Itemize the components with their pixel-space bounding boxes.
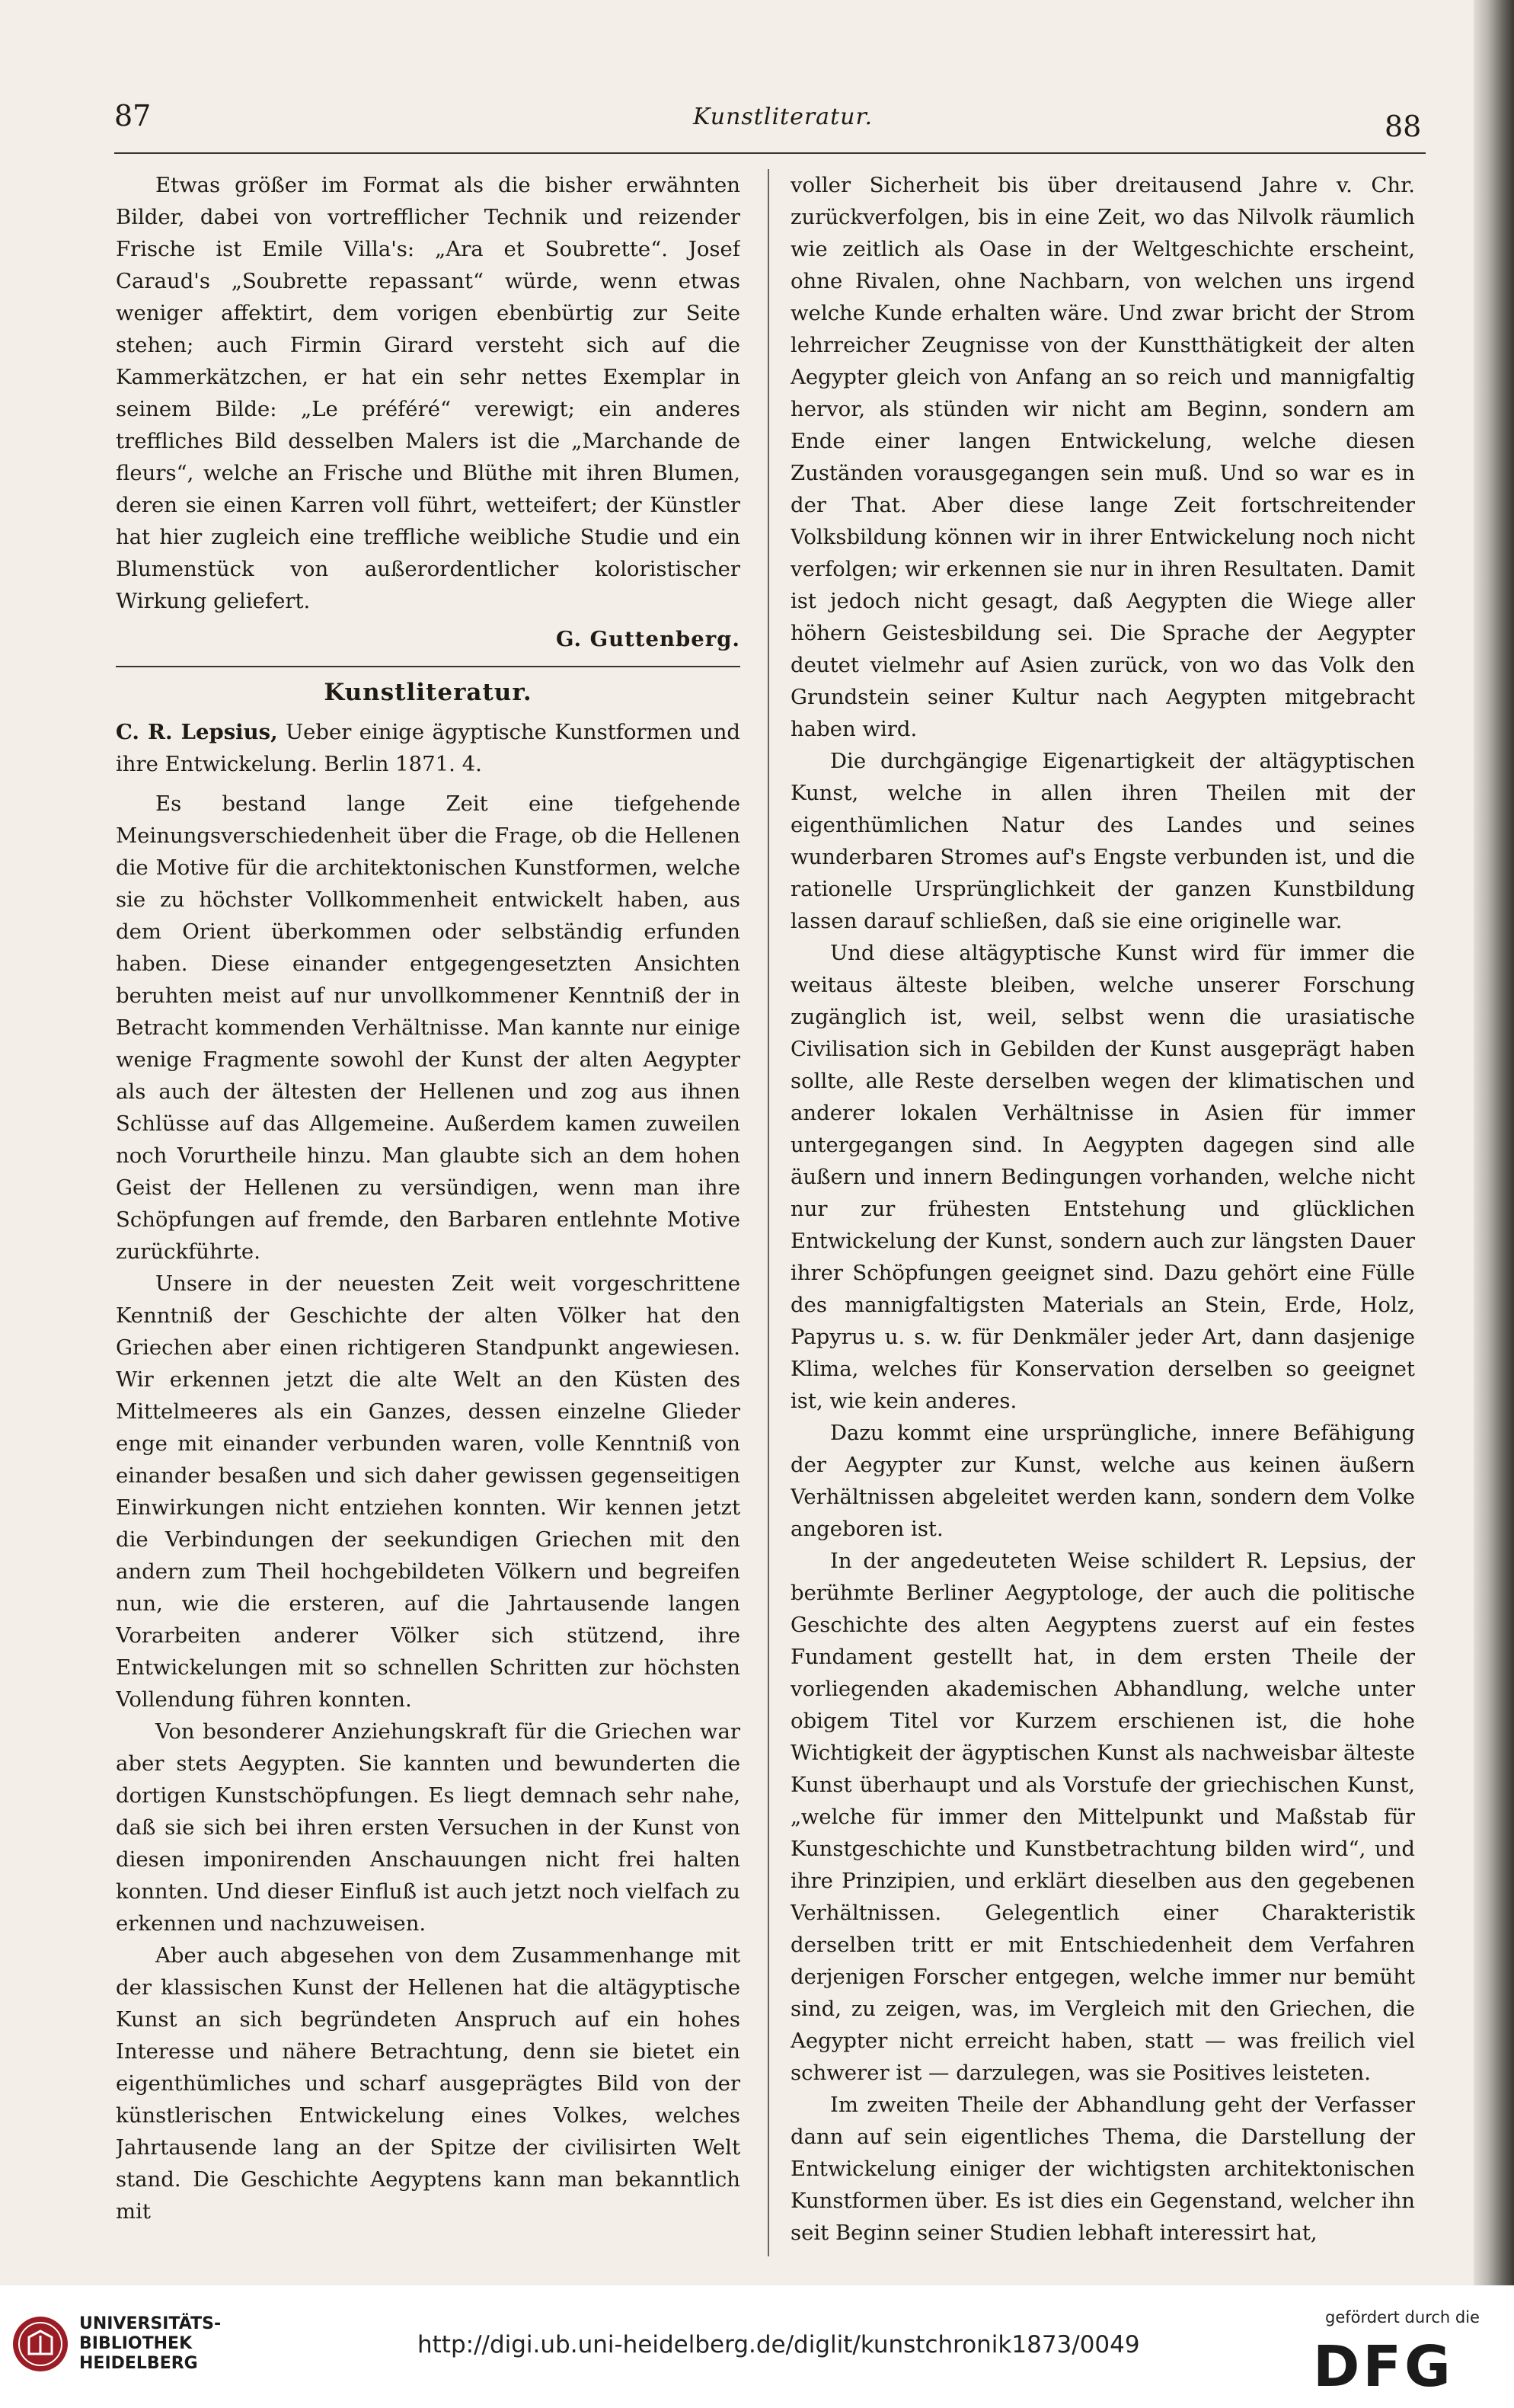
paragraph: Es bestand lange Zeit eine tiefgehende Meinungsverschiedenheit über die Frage, ob die Hellenen die Motive für die architektonischen Kunstformen, welche sie zu höchster Vollkommenheit entwickelt haben, aus dem Orient überkommen oder selbständig erfunden haben. Diese einander entgegengesetzten Ansichten beruhten meist auf nur unvollkommener Kenntniß der in Betracht kommenden Verhältnisse. Man kannte nur einige wenige Fragmente sowohl der Kunst der alten Aegypter als auch der ältesten der Hellenen und zog aus ihnen Schlüsse auf das Allgemeine. Außerdem kamen zuweilen noch Vorurtheile hinzu. Man glaubte sich an dem hohen Geist der Hellenen zu versündigen, wenn man ihre Schöpfungen auf fremde, den Barbaren entlehnte Motive zurückführte. [116,791,740,1264]
right-column [791,169,1415,2249]
page-number-left: 87 [114,99,152,133]
paragraph: voller Sicherheit bis über dreitausend Jahre v. Chr. zurückverfolgen, bis in eine Zeit, wo das Nilvolk räumlich wie zeitlich als Oase in der Weltgeschichte erscheint, ohne Rivalen, ohne Nachbarn, von welchen uns irgend welche Kunde erhalten wäre. Und zwar bricht der Strom lehrreicher Zeugnisse von der Kunstthätigkeit der alten Aegypter gleich von Anfang an so reich und mannigfaltig hervor, als stünden wir nicht am Beginn, sondern am Ende einer langen Entwickelung, welche diesen Zuständen vorausgegangen sein muß. Und so war es in der That. Aber diese lange Zeit fortschreitender Volksbildung können wir in ihrer Entwickelung noch nicht verfolgen; wir erkennen sie nur in ihren Resultaten. Damit ist jedoch nicht gesagt, daß Aegypten die Wiege aller höhern Geistesbildung sei. Die Sprache der Aegypter deutet vielmehr auf Asien zurück, von wo das Volk den Grundstein seiner Kultur nach Aegypten mitgebracht haben wird. [791,173,1415,741]
library-name-line: BIBLIOTHEK [79,2334,193,2353]
book-gutter [1474,0,1514,2285]
library-name-line: HEIDELBERG [79,2354,198,2373]
left-column [116,169,740,2249]
paragraph: Und diese altägyptische Kunst wird für immer die weitaus älteste bleiben, welche unserer Forschung zugänglich ist, weil, selbst wenn die urasiatische Civilisation sich in Gebilden der Kunst ausgeprägt haben sollte, alle Reste derselben wegen der klimatischen und anderer lokalen Verhältnisse in Asien für immer untergegangen sind. In Aegypten dagegen sind alle äußern und innern Bedingungen vorhanden, welche nicht nur zur frühesten Entstehung und glücklichen Entwickelung der Kunst, sondern auch zur längsten Dauer ihrer Schöpfungen geeignet sind. Dazu gehört eine Fülle des mannigfaltigsten Materials an Stein, Erde, Holz, Papyrus u. s. w. für Denkmäler jeder Art, dann dasjenige Klima, welches für Konservation derselben so geeignet ist, wie kein anderes. [791,941,1415,1413]
page-number-right: 88 [1385,110,1422,143]
paragraph: Die durchgängige Eigenartigkeit der altägyptischen Kunst, welche in allen ihren Theilen mit der eigenthümlichen Natur des Landes und seines wunderbaren Stromes auf's Engste verbunden ist, und die rationelle Ursprünglichkeit der ganzen Kunstbildung lassen darauf schließen, daß sie eine originelle war. [791,749,1415,933]
running-title: Kunstliteratur. [693,104,874,130]
sponsor-caption: gefördert durch die [1325,2308,1480,2326]
university-seal-icon [11,2314,70,2374]
dfg-logo [1308,2333,1499,2394]
paragraph: Im zweiten Theile der Abhandlung geht der Verfasser dann auf sein eigentliches Thema, die Darstellung der Entwickelung einiger der wichtigsten architektonischen Kunstformen über. Es ist dies ein Gegenstand, welcher ihn seit Beginn seiner Studien lebhaft interessirt hat, [791,2093,1415,2245]
page-header [0,90,1474,158]
author-signature: G. Guttenberg. [555,627,740,651]
library-name-line: UNIVERSITÄTS- [79,2314,222,2333]
dfg-logo-text: DFG [1313,2334,1454,2394]
column-divider [768,169,769,2256]
paragraph: Etwas größer im Format als die bisher erwähnten Bilder, dabei von vortrefflicher Technik und reizender Frische ist Emile Villa's: „Ara et Soubrette“. Josef Caraud's „Soubrette repassant“ würde, wenn etwas weniger affektirt, dem vorigen ebenbürtig zur Seite stehen; auch Firmin Girard versteht sich auf die Kammerkätzchen, er hat ein sehr nettes Exemplar in seinem Bilde: „Le préféré“ verewigt; ein anderes treffliches Bild desselben Malers ist die „Marchande de fleurs“, welche an Frische und Blüthe mit ihren Blumen, deren sie einen Karren voll führt, wetteifert; der Künstler hat hier zugleich eine treffliche weibliche Studie und ein Blumenstück von außerordentlicher koloristischer Wirkung geliefert. [116,173,740,613]
section-separator [116,666,740,667]
paragraph: Dazu kommt eine ursprüngliche, innere Befähigung der Aegypter zur Kunst, welche aus keinen äußern Verhältnissen abgeleitet werden kann, sondern dem Volke angeboren ist. [791,1421,1415,1541]
digitization-footer [0,2285,1514,2408]
paragraph: Aber auch abgesehen von dem Zusammenhange mit der klassischen Kunst der Hellenen hat die altägyptische Kunst an sich begründeten Anspruch auf ein hohes Interesse und nähere Betrachtung, denn sie bietet ein eigenthümliches und scharf ausgeprägtes Bild von der künstlerischen Entwickelung eines Volkes, welches Jahrtausende lang an der Spitze der civilisirten Welt stand. Die Geschichte Aegyptens kann man bekanntlich mit [116,1943,740,2224]
paragraph: Unsere in der neuesten Zeit weit vorgeschrittene Kenntniß der Geschichte der alten Völker hat den Griechen aber einen richtigeren Standpunkt angewiesen. Wir erkennen jetzt die alte Welt an den Küsten des Mittelmeeres als ein Ganzes, dessen einzelne Glieder enge mit einander verbunden waren, volle Kenntniß von einander besaßen und sich daher gewissen gegenseitigen Einwirkungen nicht entziehen konnten. Wir kennen jetzt die Verbindungen der seekundigen Griechen mit den andern zum Theil hochgebildeten Völkern und begreifen nun, wie die ersteren, auf die Jahrtausende langen Vorarbeiten anderer Völker sich stützend, ihre Entwickelungen mit so schnellen Schritten zur höchsten Vollendung führen konnten. [116,1271,740,1712]
paragraph: In der angedeuteten Weise schildert R. Lepsius, der berühmte Berliner Aegyptologe, der auch die politische Geschichte des alten Aegyptens zuerst auf ein festes Fundament gestellt hat, in dem ersten Theile der vorliegenden akademischen Abhandlung, welche unter obigem Titel vor Kurzem erschienen ist, die hohe Wichtigkeit der ägyptischen Kunst als nachweisbar älteste Kunst überhaupt und als Vorstufe der griechischen Kunst, „welche für immer den Mittelpunkt und Maßstab für Kunstgeschichte und Kunstbetrachtung bilden wird“, und ihre Prinzipien, und erklärt dieselben aus den gegebenen Verhältnissen. Gelegentlich einer Charakteristik derselben tritt er mit Entschiedenheit dem Verfahren derjenigen Forscher entgegen, welche immer nur bemüht sind, zu zeigen, was, im Vergleich mit den Griechen, die Aegypter nicht erreicht haben, statt — was freilich viel schwerer ist — darzulegen, was sie Positives leisteten. [791,1549,1415,2085]
book-citation [116,716,740,780]
citation-author: C. R. Lepsius, [116,720,278,744]
header-rule [114,152,1426,154]
section-title: Kunstliteratur. [324,679,532,706]
library-logo-text [79,2314,221,2374]
citation-title: Ueber einige ägyptische Kunstformen und ihre Entwickelung. Berlin 1871. 4. [116,720,740,776]
paragraph: Von besonderer Anziehungskraft für die Griechen war aber stets Aegypten. Sie kannten und bewunderten die dortigen Kunstschöpfungen. Es liegt demnach sehr nahe, daß sie sich bei ihren ersten Versuchen in der Kunst von diesen imponirenden Anschauungen nicht frei halten konnten. Und dieser Einfluß ist auch jetzt noch vielfach zu erkennen und nachzuweisen. [116,1719,740,1936]
permalink-url[interactable]: http://digi.ub.uni-heidelberg.de/diglit/kunstchronik1873/0049 [417,2331,1140,2358]
